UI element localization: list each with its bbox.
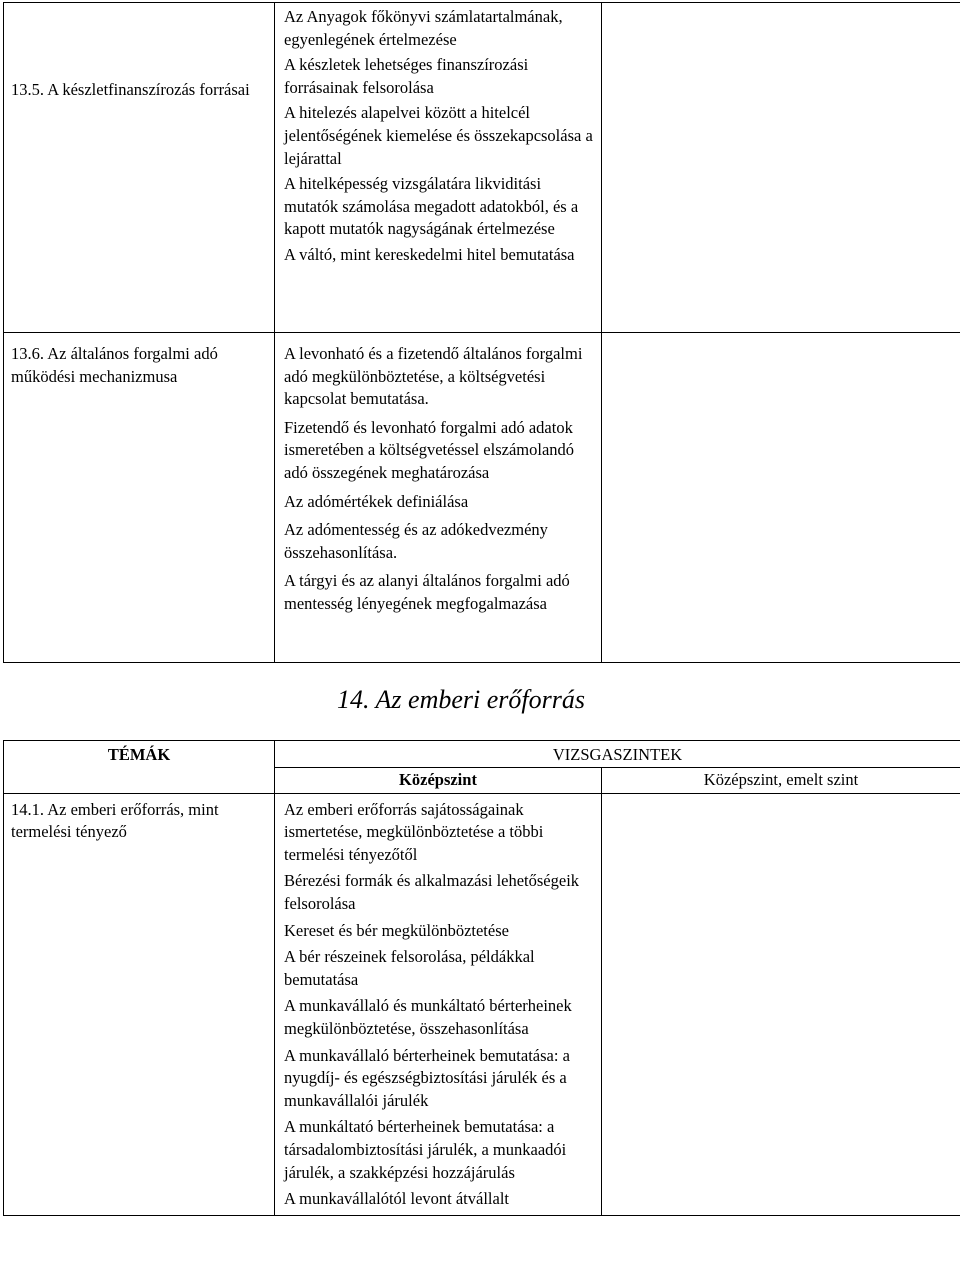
topic-label: 13.5. A készletfinanszírozás forrásai — [11, 80, 250, 99]
list-item: Az emberi erőforrás sajátosságainak ismertetése, megkülönböztetése a többi termelési tényezőtől — [284, 799, 544, 864]
topic-cell — [4, 793, 275, 1215]
mid-level-header: Középszint — [275, 767, 602, 793]
list-item: A levonható és a fizetendő általános forgalmi adó megkülönböztetése, a költségvetési kapcsolat bemutatása. — [284, 344, 583, 409]
mid-level-cell — [275, 3, 602, 333]
section-heading: 14. Az emberi erőforrás — [337, 685, 585, 714]
mid-level-cell — [275, 333, 602, 663]
list-item: Az adómértékek definiálása — [284, 491, 469, 511]
list-item: A bér részeinek felsorolása, példákkal bemutatása — [284, 947, 535, 989]
advanced-level-cell — [602, 793, 960, 1215]
table-row — [4, 793, 960, 1215]
list-item: Az adómentesség és az adókedvezmény összehasonlítása. — [284, 520, 548, 562]
list-item: A készletek lehetséges finanszírozási forrásainak felsorolása — [284, 55, 529, 97]
advanced-level-header: Középszint, emelt szint — [602, 767, 960, 793]
list-item: Az Anyagok főkönyvi számlatartalmának, egyenlegének értelmezése — [284, 7, 563, 49]
advanced-level-cell — [602, 333, 960, 663]
list-item: A hitelezés alapelvei között a hitelcél jelentőségének kiemelése és összekapcsolása a lejárattal — [284, 103, 593, 168]
levels-header: VIZSGASZINTEK — [275, 741, 960, 768]
syllabus-table-14 — [3, 740, 960, 1216]
list-item: Kereset és bér megkülönböztetése — [284, 920, 509, 940]
topic-cell — [4, 3, 275, 333]
mid-level-cell — [275, 793, 602, 1215]
syllabus-table-13 — [3, 2, 960, 663]
topic-cell — [4, 333, 275, 663]
table-row — [4, 3, 960, 333]
list-item: A munkavállalótól levont átvállalt — [284, 1189, 509, 1209]
list-item: A váltó, mint kereskedelmi hitel bemutatása — [284, 244, 575, 264]
list-item: A tárgyi és az alanyi általános forgalmi adó mentesség lényegének megfogalmazása — [284, 571, 570, 613]
topic-label: 14.1. Az emberi erőforrás, mint termelési tényező — [11, 799, 219, 842]
list-item: A munkavállaló és munkáltató bérterheinek megkülönböztetése, összehasonlítása — [284, 996, 572, 1038]
topic-label: 13.6. Az általános forgalmi adó működési mechanizmusa — [11, 344, 218, 386]
header-row — [4, 741, 960, 768]
list-item: A munkáltató bérterheinek bemutatása: a társadalombiztosítási járulék, a munkaadói járulék, a szakképzési hozzájárulás — [284, 1117, 567, 1182]
table-row — [4, 333, 960, 663]
list-item: Bérezési formák és alkalmazási lehetőségeik felsorolása — [284, 871, 580, 913]
list-item: A hitelképesség vizsgálatára likviditási mutatók számolása megadott adatokból, és a kapott mutatók nagyságának értelmezése — [284, 174, 579, 239]
topics-header: TÉMÁK — [4, 741, 275, 794]
list-item: Fizetendő és levonható forgalmi adó adatok ismeretében a költségvetéssel elszámolandó adó összegének meghatározása — [284, 417, 575, 482]
list-item: A munkavállaló bérterheinek bemutatása: a nyugdíj- és egészségbiztosítási járulék és a munkavállalói járulék — [284, 1045, 570, 1110]
advanced-level-cell — [602, 3, 960, 333]
